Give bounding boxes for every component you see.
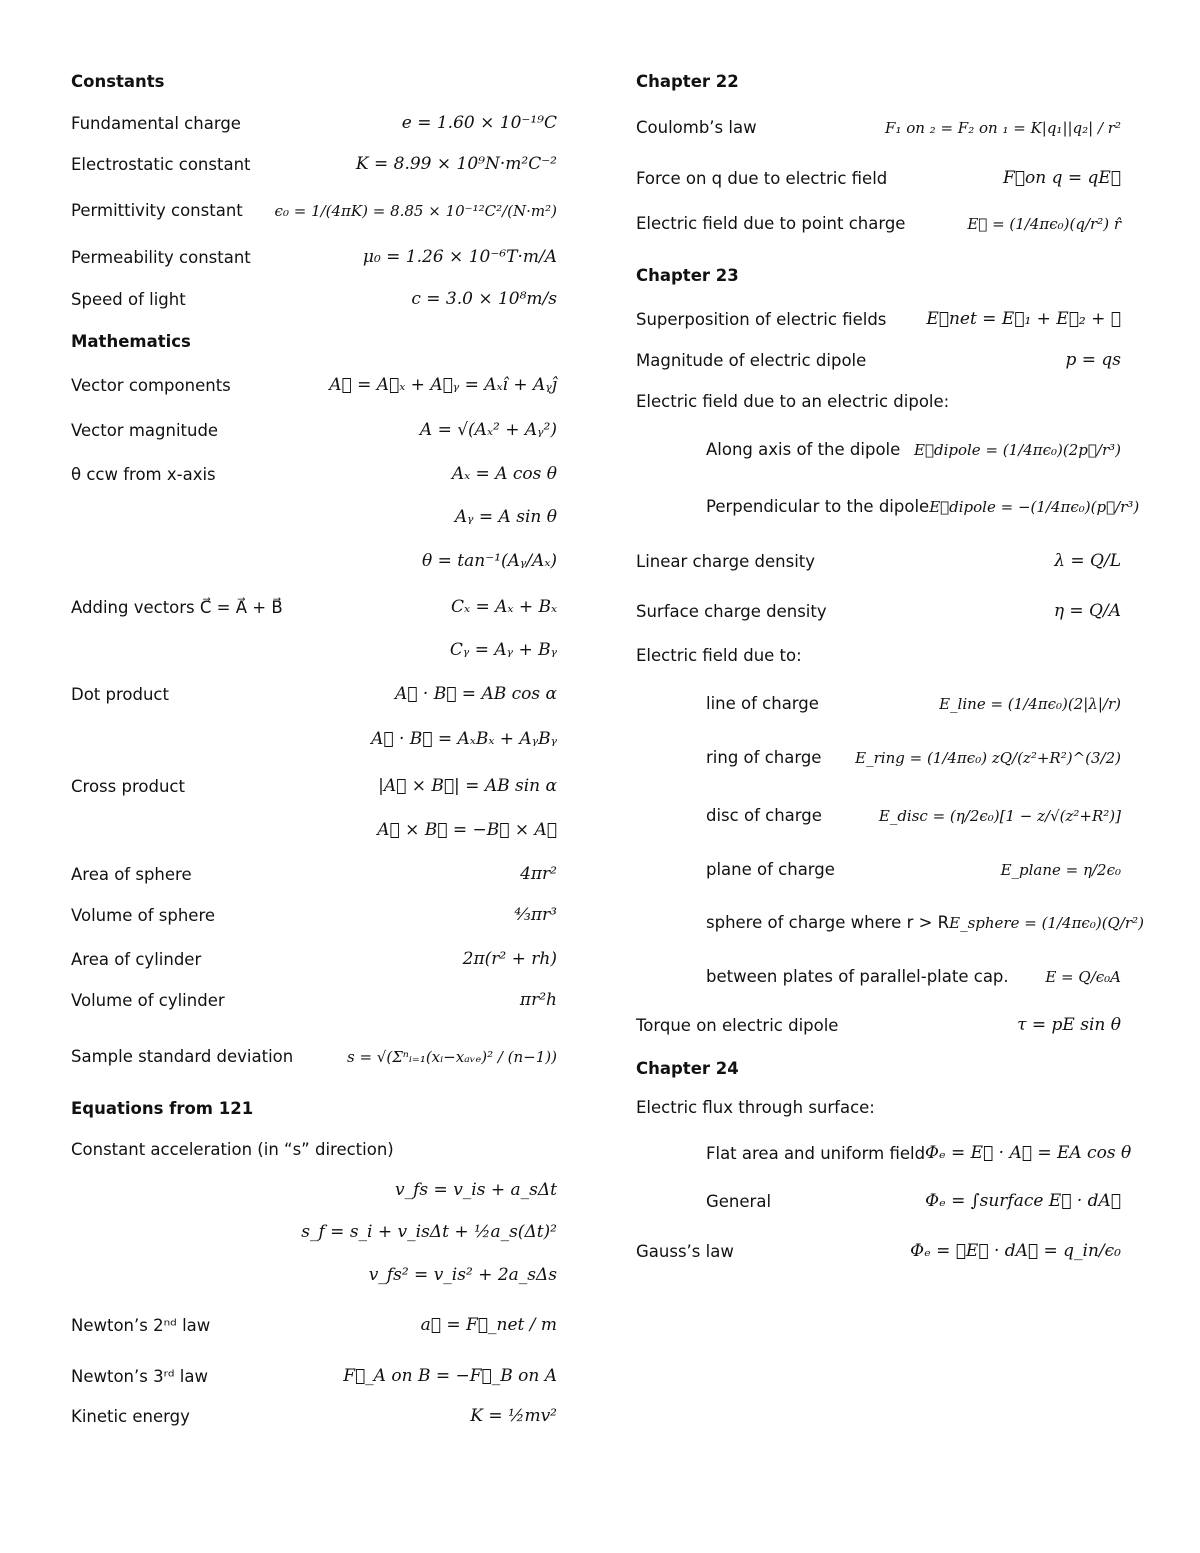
equation-row: [71, 1180, 557, 1200]
equation-row: [636, 694, 1121, 713]
equation-label: between plates of parallel-plate cap.: [706, 967, 1009, 986]
equation: λ = Q/L: [1054, 551, 1121, 571]
equation-row: [71, 864, 557, 884]
equation-row: [71, 113, 557, 133]
equation: F⃗on q = qE⃗: [1002, 168, 1121, 188]
equation-row: [71, 820, 557, 840]
equation: Cᵧ = Aᵧ + Bᵧ: [449, 640, 557, 660]
equation-label: Cross product: [71, 776, 185, 796]
equation-row: [636, 806, 1121, 825]
equation-label: Electric field due to:: [636, 646, 802, 665]
equation-label: Speed of light: [71, 289, 186, 309]
equation-row: [71, 729, 557, 749]
equation: p = qs: [1065, 350, 1121, 370]
equation-label: Kinetic energy: [71, 1406, 190, 1426]
equation: 4πr²: [520, 864, 557, 884]
equation-row: [71, 1047, 557, 1066]
equations-121-heading: Equations from 121: [71, 1099, 254, 1118]
equation: πr²h: [519, 990, 557, 1010]
equation-label: Newton’s 2ⁿᵈ law: [71, 1315, 211, 1335]
equation-row: [636, 440, 1121, 459]
equation-label: sphere of charge where r > R: [706, 913, 950, 932]
equation-row: [636, 168, 1121, 188]
equation: 2π(r² + rh): [462, 949, 557, 969]
equation: E_disc = (η/2ϵ₀)[1 − z/√(z²+R²)]: [878, 806, 1121, 825]
equation-row: [71, 684, 557, 704]
equation-label: Superposition of electric fields: [636, 309, 887, 329]
equation-label: Sample standard deviation: [71, 1047, 294, 1066]
equation: s = √(Σⁿᵢ₌₁(xᵢ−xₐᵥₑ)² / (n−1)): [346, 1047, 557, 1066]
equation: v_fs = v_is + a_sΔt: [395, 1180, 557, 1200]
equation-row: [636, 1143, 1132, 1163]
equation-row: [71, 990, 557, 1010]
equation: E_plane = η/2ϵ₀: [1000, 860, 1121, 879]
equation: F₁ on ₂ = F₂ on ₁ = K|q₁||q₂| / r²: [885, 118, 1121, 137]
equation-label: Along axis of the dipole: [706, 440, 901, 459]
equation-row: [71, 1265, 557, 1285]
equation-row: [636, 392, 1121, 411]
equation-row: [636, 214, 1121, 233]
equation-row: [636, 551, 1121, 571]
equation-row: [636, 860, 1121, 879]
chapter-23-heading: Chapter 23: [636, 266, 739, 285]
equation-row: [636, 1191, 1121, 1211]
equation-label: Electric field due to an electric dipole:: [636, 392, 950, 411]
equation-row: [71, 949, 557, 969]
equation-row: [636, 1241, 1121, 1261]
equation-row: [71, 154, 557, 174]
equation: K = ½mv²: [470, 1406, 557, 1426]
equation: θ = tan⁻¹(Aᵧ/Aₓ): [422, 551, 557, 571]
equation-row: [71, 289, 557, 309]
equation-label: Permeability constant: [71, 247, 251, 267]
equation: E = Q/ϵ₀A: [1045, 967, 1121, 986]
constants-heading: Constants: [71, 72, 165, 91]
equation: A⃗ × B⃗ = −B⃗ × A⃗: [377, 820, 557, 840]
equation-row: [71, 375, 557, 395]
equation: A⃗ · B⃗ = AB cos α: [395, 684, 557, 704]
equation: a⃗ = F⃗_net / m: [420, 1315, 557, 1335]
equation: E⃗net = E⃗₁ + E⃗₂ + ⋯: [926, 309, 1121, 329]
equation-label: plane of charge: [706, 860, 835, 879]
equation-row: [636, 497, 1140, 516]
equation: Aₓ = A cos θ: [451, 464, 557, 484]
equation-label: Electric field due to point charge: [636, 214, 906, 233]
equation-row: [71, 551, 557, 571]
equation-row: [636, 118, 1121, 137]
equation-label: Perpendicular to the dipole: [706, 497, 930, 516]
equation: τ = pE sin θ: [1017, 1015, 1121, 1035]
equation: E_sphere = (1/4πϵ₀)(Q/r²): [949, 913, 1144, 932]
equation-label: line of charge: [706, 694, 819, 713]
equation-row: [71, 640, 557, 660]
equation-label: Newton’s 3ʳᵈ law: [71, 1366, 208, 1386]
equation-row: [71, 1222, 557, 1242]
equation: Φₑ = ∫surface E⃗ · dA⃗: [925, 1191, 1121, 1211]
equation-row: [71, 597, 557, 617]
equation-label: disc of charge: [706, 806, 822, 825]
equation-label: Vector magnitude: [71, 420, 219, 440]
equation: F⃗_A on B = −F⃗_B on A: [343, 1366, 557, 1386]
equation: A⃗ = A⃗ₓ + A⃗ᵧ = Aₓî + Aᵧĵ: [329, 375, 557, 395]
equation-row: [636, 646, 1121, 665]
equation: K = 8.99 × 10⁹N·m²C⁻²: [355, 154, 557, 174]
equation-label: Flat area and uniform field: [706, 1143, 926, 1163]
equation-label: Vector components: [71, 375, 231, 395]
equation: Cₓ = Aₓ + Bₓ: [451, 597, 557, 617]
equation: E⃗dipole = −(1/4πϵ₀)(p⃗/r³): [929, 497, 1140, 516]
equation: A⃗ · B⃗ = AₓBₓ + AᵧBᵧ: [371, 729, 557, 749]
equation-row: [71, 905, 557, 925]
equation-label: Torque on electric dipole: [636, 1015, 839, 1035]
equation: A = √(Aₓ² + Aᵧ²): [419, 420, 557, 440]
equation-row: [71, 247, 557, 267]
equation-label: Fundamental charge: [71, 113, 241, 133]
equation: Φₑ = ∮E⃗ · dA⃗ = q_in/ϵ₀: [910, 1241, 1121, 1261]
equation-row: [636, 1015, 1121, 1035]
equation: v_fs² = v_is² + 2a_sΔs: [368, 1265, 557, 1285]
equation-row: [71, 1366, 557, 1386]
equation-row: [71, 1406, 557, 1426]
equation-row: [636, 748, 1121, 767]
equation: c = 3.0 × 10⁸m/s: [411, 289, 557, 309]
equation-label: Area of sphere: [71, 864, 192, 884]
chapter-22-heading: Chapter 22: [636, 72, 739, 91]
equation: η = Q/A: [1053, 601, 1121, 621]
equation-label: Surface charge density: [636, 601, 827, 621]
equation-row: [636, 1098, 1121, 1117]
equation-row: [71, 464, 557, 484]
equation-label: Volume of sphere: [71, 905, 216, 925]
equation-label: Linear charge density: [636, 551, 816, 571]
equation: |A⃗ × B⃗| = AB sin α: [378, 776, 557, 796]
equation-label: Area of cylinder: [71, 949, 202, 969]
equation: ϵ₀ = 1/(4πK) = 8.85 × 10⁻¹²C²/(N·m²): [274, 201, 557, 220]
mathematics-heading: Mathematics: [71, 332, 191, 351]
equation-label: Constant acceleration (in “s” direction): [71, 1140, 394, 1159]
equation: E⃗ = (1/4πϵ₀)(q/r²) r̂: [967, 214, 1121, 233]
equation-row: [71, 201, 557, 220]
equation-row: [71, 1140, 557, 1159]
equation-row: [71, 776, 557, 796]
equation-row: [71, 507, 557, 527]
equation: ⁴⁄₃πr³: [514, 905, 557, 925]
equation-row: [636, 601, 1121, 621]
equation-label: ring of charge: [706, 748, 822, 767]
equation-label: Electrostatic constant: [71, 154, 251, 174]
equation-row: [71, 420, 557, 440]
equation-label: θ ccw from x-axis: [71, 464, 216, 484]
equation-label: Gauss’s law: [636, 1241, 734, 1261]
equation-label: Permittivity constant: [71, 201, 243, 220]
equation: μ₀ = 1.26 × 10⁻⁶T·m/A: [362, 247, 557, 267]
equation-row: [71, 1315, 557, 1335]
equation-label: Adding vectors C⃗ = A⃗ + B⃗: [71, 597, 283, 617]
equation: E_line = (1/4πϵ₀)(2|λ|/r): [939, 694, 1121, 713]
equation-label: Force on q due to electric field: [636, 168, 888, 188]
equation-row: [636, 350, 1121, 370]
equation-row: [636, 913, 1144, 932]
equation: Aᵧ = A sin θ: [454, 507, 557, 527]
equation-label: Volume of cylinder: [71, 990, 225, 1010]
chapter-24-heading: Chapter 24: [636, 1059, 739, 1078]
equation: e = 1.60 × 10⁻¹⁹C: [401, 113, 557, 133]
equation-label: Electric flux through surface:: [636, 1098, 875, 1117]
equation-label: General: [706, 1191, 772, 1211]
equation-row: [636, 309, 1121, 329]
equation-row: [636, 967, 1121, 986]
equation-label: Dot product: [71, 684, 169, 704]
equation: E⃗dipole = (1/4πϵ₀)(2p⃗/r³): [914, 440, 1121, 459]
equation: s_f = s_i + v_isΔt + ½a_s(Δt)²: [301, 1222, 557, 1242]
equation: E_ring = (1/4πϵ₀) zQ/(z²+R²)^(3/2): [855, 748, 1121, 767]
equation: Φₑ = E⃗ · A⃗ = EA cos θ: [925, 1143, 1132, 1163]
equation-label: Magnitude of electric dipole: [636, 350, 867, 370]
equation-label: Coulomb’s law: [636, 118, 757, 137]
